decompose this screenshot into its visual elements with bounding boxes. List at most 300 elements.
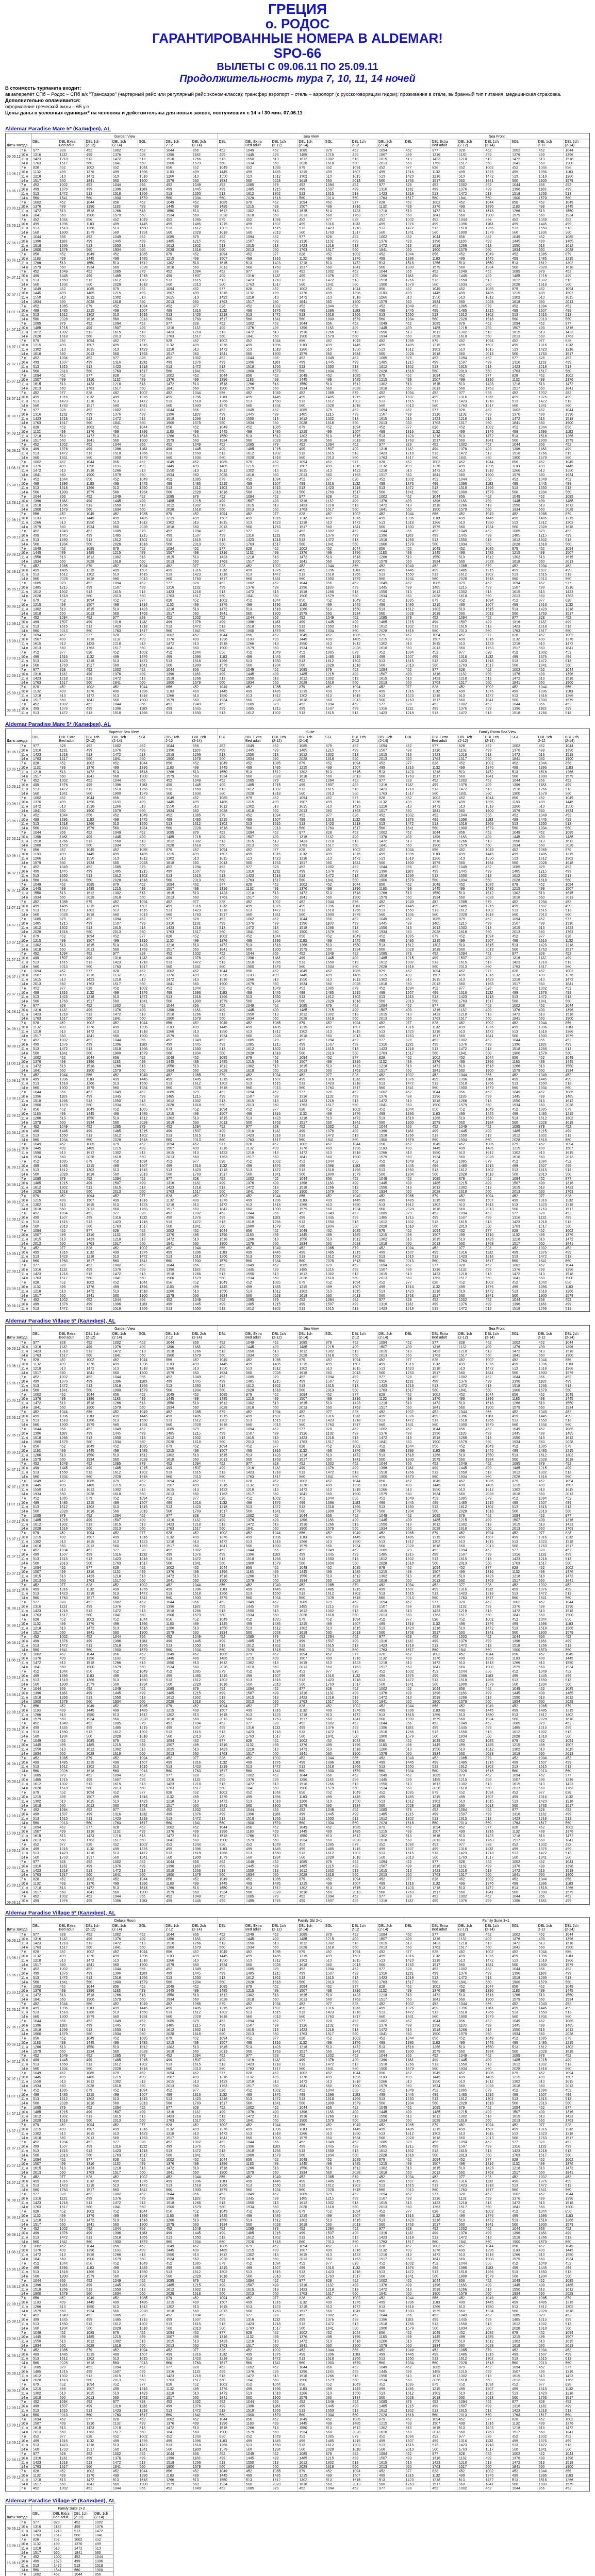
price-cell: 1445	[139, 482, 147, 486]
price-cell: 1550	[406, 573, 414, 577]
price-cell: 1094	[352, 762, 360, 766]
price-cell: 1485	[193, 223, 201, 226]
price-cell: 1049	[33, 287, 41, 291]
price-cell: 1002	[406, 814, 414, 817]
price-cell: 1472	[219, 348, 227, 351]
price-cell: 1396	[113, 784, 121, 787]
price-cell: 1485	[166, 240, 174, 243]
price-cell: 1841	[539, 404, 547, 408]
price-cell: 1132	[113, 638, 121, 641]
price-cell: 1934	[60, 543, 68, 546]
price-cell: 828	[113, 970, 119, 973]
price-cell: 1376	[459, 188, 467, 192]
price-cell: 828	[60, 744, 66, 748]
price-cell: 977	[113, 357, 119, 360]
nights-cell: 7 н	[21, 634, 26, 637]
price-cell: 499	[193, 887, 199, 891]
price-cell: 1841	[113, 1017, 121, 1021]
price-cell: 977	[539, 340, 545, 343]
nights-cell: 10 н	[21, 448, 28, 451]
price-cell: 1002	[512, 744, 520, 748]
price-cell: 513	[273, 469, 279, 473]
hotel-link-4[interactable]: Aldemar Paradise Village 5* (Калифея), AL	[5, 1910, 115, 1916]
price-cell: 499	[539, 499, 545, 503]
column-header: (2-14)	[565, 144, 574, 147]
nights-cell: 14 н	[21, 1000, 28, 1004]
price-cell: 1316	[113, 957, 121, 960]
price-cell: 977	[193, 900, 199, 904]
price-cell: 977	[486, 634, 492, 637]
price-cell: 1183	[379, 551, 387, 555]
price-cell: 1612	[406, 348, 414, 351]
price-cell: 560	[113, 231, 119, 235]
price-cell: 1763	[432, 421, 440, 425]
price-cell: 560	[512, 827, 518, 831]
price-cell: 1085	[299, 149, 307, 152]
price-cell: 2028	[113, 283, 121, 286]
price-cell: 1049	[512, 235, 520, 239]
nights-cell: 10 н	[21, 603, 28, 607]
price-cell: 1049	[33, 547, 41, 551]
price-cell: 1302	[193, 504, 201, 507]
price-cell: 499	[219, 835, 225, 839]
price-cell: 452	[352, 668, 358, 672]
price-cell: 1485	[432, 326, 440, 330]
price-cell: 560	[486, 844, 492, 848]
price-cell: 452	[139, 668, 145, 672]
price-cell: 560	[60, 473, 66, 477]
price-cell: 879	[219, 1073, 225, 1077]
price-cell: 1302	[219, 822, 227, 826]
price-cell: 1215	[565, 517, 573, 520]
price-cell: 1085	[565, 831, 573, 835]
price-cell: 1579	[113, 1069, 121, 1073]
price-cell: 1485	[406, 939, 414, 943]
price-cell: 452	[459, 166, 465, 170]
price-cell: 1302	[459, 926, 467, 930]
column-header: DBL 1ch	[272, 140, 286, 144]
price-cell: 452	[459, 634, 465, 637]
price-cell: 1266	[219, 400, 227, 403]
hotel-link-1[interactable]: Aldemar Paradise Mare 5* (Калифея), AL	[5, 126, 111, 132]
price-cell: 1266	[86, 227, 94, 230]
price-cell: 499	[139, 551, 145, 555]
price-cell: 1266	[139, 711, 147, 715]
price-cell: 879	[246, 1056, 252, 1060]
price-cell: 513	[406, 753, 412, 757]
nights-cell: 7 н	[21, 374, 26, 378]
price-cell: 452	[459, 686, 465, 689]
price-cell: 499	[33, 707, 39, 711]
price-cell: 452	[352, 831, 358, 835]
price-cell: 513	[166, 192, 172, 196]
price-cell: 560	[539, 647, 545, 650]
hotel-link-3[interactable]: Aldemar Paradise Village 5* (Калифея), AL	[5, 1318, 115, 1324]
price-cell: 1934	[139, 827, 147, 831]
price-cell: 1612	[406, 943, 414, 947]
price-cell: 1376	[60, 188, 68, 192]
price-cell: 977	[113, 952, 119, 956]
price-cell: 1934	[33, 300, 41, 304]
price-cell: 499	[139, 974, 145, 977]
price-cell: 1518	[60, 822, 68, 826]
price-cell: 499	[406, 551, 412, 555]
price-cell: 1049	[219, 166, 227, 170]
nights-cell: 11 н	[21, 874, 28, 878]
price-cell: 1615	[379, 417, 387, 421]
price-cell: 2013	[33, 982, 41, 986]
price-cell: 1841	[352, 526, 360, 529]
price-cell: 1507	[60, 621, 68, 624]
price-cell: 828	[539, 357, 545, 360]
price-cell: 560	[352, 595, 358, 598]
price-cell: 499	[139, 465, 145, 468]
price-cell: 879	[113, 287, 119, 291]
price-cell: 1094	[86, 340, 94, 343]
price-cell: 1183	[139, 188, 147, 192]
price-cell: 1302	[273, 192, 281, 196]
price-cell: 1550	[166, 805, 174, 809]
hotel-link-5[interactable]: Aldemar Paradise Village 5* (Калифея), AL	[5, 2498, 115, 2504]
price-cell: 452	[486, 918, 492, 921]
price-cell: 1002	[406, 478, 414, 481]
price-cell: 452	[379, 987, 385, 990]
price-cell: 1215	[459, 326, 467, 330]
price-cell: 1763	[379, 196, 387, 200]
price-cell: 513	[86, 874, 92, 878]
price-cell: 452	[486, 1039, 492, 1042]
price-cell: 856	[219, 391, 225, 395]
price-cell: 513	[352, 840, 358, 843]
price-cell: 1517	[379, 214, 387, 217]
price-cell: 1900	[219, 387, 227, 391]
price-cell: 1841	[432, 809, 440, 813]
price-cell: 879	[459, 582, 465, 585]
price-cell: 1507	[166, 887, 174, 891]
column-header: Bed adult	[59, 144, 75, 147]
date-cell: 23.06.11	[7, 820, 21, 823]
price-cell: 977	[33, 1004, 39, 1008]
price-cell: 1841	[273, 318, 281, 321]
price-cell: 1094	[406, 391, 414, 395]
price-cell: 1044	[486, 201, 494, 205]
price-cell: 1841	[486, 439, 494, 443]
price-cell: 1900	[379, 543, 387, 546]
price-cell: 856	[565, 762, 571, 766]
price-cell: 499	[565, 482, 571, 486]
column-header: 2-12	[166, 739, 173, 743]
price-cell: 1934	[246, 162, 254, 165]
price-cell: 499	[113, 853, 119, 856]
nights-cell: 14 н	[21, 491, 28, 495]
price-cell: 513	[166, 711, 172, 715]
price-cell: 977	[432, 409, 438, 412]
price-cell: 1618	[273, 1052, 281, 1055]
price-cell: 513	[113, 521, 119, 524]
price-cell: 2028	[299, 1017, 307, 1021]
price-cell: 452	[86, 1004, 92, 1008]
price-cell: 1507	[246, 499, 254, 503]
nights-cell: 14 н	[21, 681, 28, 685]
price-cell: 513	[273, 840, 279, 843]
price-cell: 560	[459, 526, 465, 529]
price-cell: 513	[219, 590, 225, 594]
price-cell: 513	[486, 504, 492, 507]
price-cell: 513	[352, 1013, 358, 1016]
price-cell: 1472	[193, 625, 201, 629]
nights-cell: 14 н	[21, 248, 28, 252]
price-cell: 1396	[193, 991, 201, 995]
price-cell: 1396	[459, 482, 467, 486]
price-cell: 1094	[273, 478, 281, 481]
price-cell: 1445	[326, 957, 334, 960]
price-cell: 1183	[326, 922, 334, 925]
price-cell: 513	[432, 711, 438, 715]
price-cell: 1615	[326, 192, 334, 196]
price-cell: 499	[113, 309, 119, 313]
price-cell: 977	[352, 1056, 358, 1060]
price-cell: 1900	[406, 526, 414, 529]
price-cell: 513	[565, 400, 571, 403]
price-cell: 1396	[565, 672, 573, 676]
nights-cell: 14 н	[21, 369, 28, 373]
price-cell: 1612	[86, 296, 94, 300]
price-cell: 1550	[326, 365, 334, 369]
price-cell: 560	[379, 526, 385, 529]
price-cell: 560	[512, 612, 518, 616]
price-cell: 452	[60, 461, 66, 464]
price-cell: 1518	[139, 694, 147, 698]
price-cell: 1612	[512, 279, 520, 282]
price-cell: 2013	[486, 612, 494, 616]
price-cell: 560	[379, 491, 385, 495]
price-cell: 1266	[139, 1047, 147, 1051]
price-cell: 1618	[139, 283, 147, 286]
price-cell: 1612	[326, 659, 334, 663]
price-cell: 452	[273, 201, 279, 205]
price-cell: 1615	[326, 711, 334, 715]
price-cell: 513	[299, 822, 305, 826]
price-cell: 2013	[193, 543, 201, 546]
price-cell: 513	[219, 452, 225, 455]
price-cell: 1132	[326, 499, 334, 503]
price-cell: 452	[139, 744, 145, 748]
price-cell: 1396	[565, 749, 573, 752]
price-cell: 1763	[352, 214, 360, 217]
price-cell: 1900	[352, 896, 360, 900]
price-cell: 2013	[352, 179, 360, 183]
price-cell: 1302	[299, 770, 307, 774]
price-cell: 1423	[33, 677, 41, 681]
date-cell: 18.08.11	[7, 501, 21, 505]
price-cell: 1302	[113, 892, 121, 895]
price-cell: 452	[432, 703, 438, 706]
price-cell: 1266	[166, 770, 174, 774]
price-cell: 499	[219, 326, 225, 330]
price-cell: 499	[166, 621, 172, 624]
price-cell: 499	[273, 240, 279, 243]
price-cell: 1841	[246, 335, 254, 338]
hotel-link-2[interactable]: Aldemar Paradise Mare 5* (Калифея), AL	[5, 721, 111, 727]
price-cell: 560	[512, 179, 518, 183]
price-cell: 1215	[352, 396, 360, 399]
price-cell: 1550	[33, 892, 41, 895]
price-cell: 560	[273, 1017, 279, 1021]
nights-cell: 7 н	[21, 987, 26, 990]
date-cell: 11.07.11	[7, 906, 20, 910]
price-cell: 1612	[219, 805, 227, 809]
price-cell: 560	[406, 809, 412, 813]
price-cell: 1518	[459, 822, 467, 826]
price-cell: 1579	[166, 439, 174, 443]
date-cell: 07.07.11	[7, 294, 21, 297]
price-cell: 1472	[33, 1065, 41, 1069]
nights-cell: 14 н	[21, 1069, 28, 1073]
price-cell: 560	[113, 404, 119, 408]
column-header: DBL 2ch	[378, 140, 392, 144]
price-cell: 560	[139, 421, 145, 425]
date-cell: 08.08.11	[7, 449, 21, 453]
nights-cell: 11 н	[21, 642, 28, 646]
price-cell: 452	[193, 849, 199, 852]
price-cell: 1183	[113, 1060, 121, 1064]
price-cell: 560	[459, 1035, 465, 1038]
price-cell: 1423	[432, 753, 440, 757]
price-cell: 499	[406, 205, 412, 209]
price-cell: 1316	[326, 482, 334, 486]
price-cell: 1517	[60, 681, 68, 685]
price-cell: 560	[539, 809, 545, 813]
nights-cell: 10 н	[21, 188, 28, 192]
price-cell: 1579	[193, 1017, 201, 1021]
price-cell: 1579	[139, 792, 147, 795]
price-cell: 513	[486, 677, 492, 681]
price-cell: 1900	[486, 214, 494, 217]
price-cell: 1218	[326, 840, 334, 843]
price-cell: 1934	[299, 647, 307, 650]
price-cell: 513	[486, 244, 492, 248]
price-cell: 1423	[459, 995, 467, 999]
price-cell: 452	[352, 530, 358, 533]
date-cell: 01.09.11	[7, 570, 21, 574]
price-cell: 1302	[273, 788, 281, 791]
price-cell: 1612	[33, 590, 41, 594]
price-cell: 856	[512, 796, 518, 800]
price-cell: 513	[60, 892, 66, 895]
price-cell: 1266	[406, 538, 414, 542]
price-cell: 1266	[459, 840, 467, 843]
price-cell: 452	[379, 478, 385, 481]
price-cell: 2013	[60, 629, 68, 633]
price-cell: 1423	[299, 504, 307, 507]
price-cell: 452	[273, 235, 279, 239]
nights-cell: 7 н	[21, 970, 26, 973]
price-cell: 452	[406, 744, 412, 748]
price-cell: 1615	[246, 840, 254, 843]
price-cell: 828	[406, 443, 412, 447]
price-cell: 452	[565, 814, 571, 817]
price-cell: 560	[299, 1000, 305, 1004]
price-cell: 452	[326, 547, 332, 551]
price-cell: 513	[86, 158, 92, 161]
price-cell: 1618	[219, 827, 227, 831]
price-cell: 1218	[166, 607, 174, 611]
price-cell: 856	[565, 1022, 571, 1025]
price-cell: 1376	[512, 1008, 520, 1012]
price-cell: 513	[486, 625, 492, 629]
price-cell: 1002	[539, 987, 547, 990]
price-cell: 1302	[86, 573, 94, 577]
price-cell: 513	[406, 978, 412, 982]
price-cell: 1215	[33, 939, 41, 943]
price-cell: 1002	[273, 564, 281, 568]
price-cell: 1507	[33, 974, 41, 977]
price-cell: 513	[33, 995, 39, 999]
price-cell: 1485	[166, 499, 174, 503]
price-cell: 452	[273, 668, 279, 672]
nights-cell: 7 н	[21, 744, 26, 748]
price-cell: 1763	[326, 491, 334, 495]
price-cell: 560	[86, 196, 92, 200]
price-cell: 1002	[432, 1056, 440, 1060]
price-cell: 1934	[459, 543, 467, 546]
price-cell: 1518	[565, 753, 573, 757]
price-cell: 856	[539, 1039, 545, 1042]
price-cell: 879	[166, 849, 172, 852]
price-cell: 1218	[486, 995, 494, 999]
price-cell: 856	[113, 461, 119, 464]
price-cell: 1934	[166, 214, 174, 217]
price-cell: 1302	[512, 296, 520, 300]
price-cell: 1472	[113, 1013, 121, 1016]
price-cell: 2028	[406, 612, 414, 616]
price-cell: 2028	[326, 664, 334, 668]
price-cell: 2013	[273, 231, 281, 235]
price-cell: 1445	[246, 413, 254, 416]
price-cell: 452	[193, 762, 199, 766]
price-cell: 2028	[273, 1035, 281, 1038]
price-cell: 499	[432, 448, 438, 451]
price-cell: 452	[86, 866, 92, 869]
price-cell: 513	[166, 400, 172, 403]
price-cell: 560	[486, 878, 492, 882]
price-cell: 879	[246, 461, 252, 464]
price-cell: 1376	[86, 766, 94, 770]
price-cell: 1183	[565, 766, 573, 770]
price-cell: 452	[459, 970, 465, 973]
price-cell: 1044	[60, 1073, 68, 1077]
price-cell: 1579	[459, 844, 467, 848]
price-cell: 513	[432, 1047, 438, 1051]
price-cell: 1423	[406, 175, 414, 178]
price-cell: 1472	[459, 788, 467, 791]
price-cell: 1517	[352, 231, 360, 235]
price-cell: 1396	[166, 672, 174, 676]
price-cell: 560	[539, 387, 545, 391]
price-cell: 1085	[512, 530, 520, 533]
price-cell: 499	[486, 448, 492, 451]
price-cell: 1049	[246, 744, 254, 748]
price-cell: 452	[486, 183, 492, 187]
price-cell: 1218	[60, 1013, 68, 1016]
price-cell: 1618	[193, 248, 201, 252]
price-cell: 1085	[86, 287, 94, 291]
price-cell: 499	[33, 784, 39, 787]
price-cell: 1085	[432, 918, 440, 921]
price-cell: 560	[86, 930, 92, 934]
price-cell: 499	[459, 603, 465, 607]
price-cell: 1612	[166, 840, 174, 843]
